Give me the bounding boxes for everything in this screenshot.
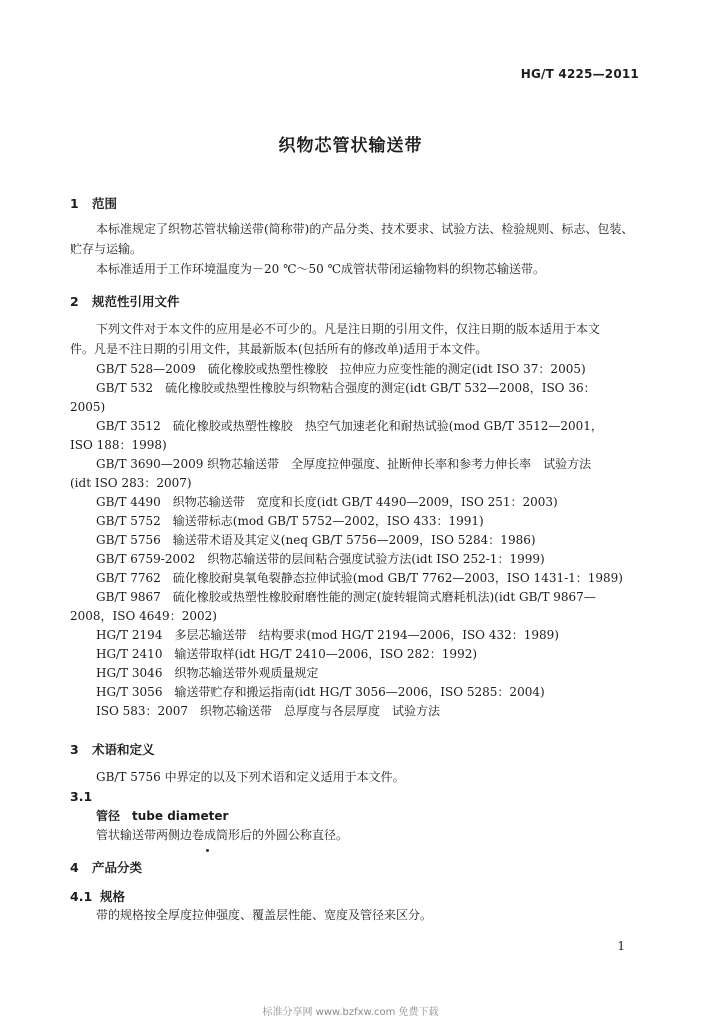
reference-item: GB/T 9867 硫化橡胶或热塑性橡胶耐磨性能的测定(旋转辊筒式磨耗机法)(idt GB/T 9867—: [96, 590, 596, 604]
section-number: 1: [70, 196, 79, 211]
section-1-heading: [70, 194, 117, 212]
reference-item: HG/T 2194 多层芯输送带 结构要求(mod HG/T 2194—2006，ISO 432：1989): [96, 628, 559, 642]
reference-item: GB/T 3512 硫化橡胶或热塑性橡胶 热空气加速老化和耐热试验(mod GB/T 3512—2001，: [96, 419, 603, 433]
paragraph-line: 带的规格按全厚度拉伸强度、覆盖层性能、宽度及管径来区分。: [96, 908, 433, 922]
paragraph-line: 本标准规定了织物芯管状输送带(简称带)的产品分类、技术要求、试验方法、检验规则、标志、包装、: [96, 222, 634, 236]
section-number: 4: [70, 860, 79, 875]
section-title: 术语和定义: [92, 742, 155, 757]
reference-item: GB/T 7762 硫化橡胶耐臭氧龟裂静态拉伸试验(mod GB/T 7762—2003，ISO 1431-1：1989): [96, 571, 623, 585]
section-title: 规范性引用文件: [92, 294, 180, 309]
reference-item: GB/T 3690—2009 织物芯输送带 全厚度拉伸强度、扯断伸长率和参考力伸长率 试验方法: [96, 457, 592, 471]
subsection-4-1-heading: [70, 887, 125, 905]
page-number: 1: [617, 939, 625, 953]
subsection-number: 3.1: [70, 789, 93, 804]
reference-item: HG/T 3046 织物芯输送带外观质量规定: [96, 666, 319, 680]
section-number: 2: [70, 294, 79, 309]
section-title: 产品分类: [92, 860, 143, 875]
standard-code: HG/T 4225—2011: [520, 67, 639, 81]
reference-item: HG/T 3056 输送带贮存和搬运指南(idt HG/T 3056—2006，ISO 5285：2004): [96, 685, 545, 699]
section-4-heading: [70, 858, 142, 876]
scan-speck: [206, 849, 209, 852]
subsection-number: 4.1: [70, 889, 93, 904]
reference-item: GB/T 4490 织物芯输送带 宽度和长度(idt GB/T 4490—2009，ISO 251：2003): [96, 495, 558, 509]
paragraph-line: 件。凡是不注日期的引用文件，其最新版本(包括所有的修改单)适用于本文件。: [70, 342, 488, 356]
section-number: 3: [70, 742, 79, 757]
reference-item: GB/T 5756 输送带术语及其定义(neq GB/T 5756—2009，ISO 5284：1986): [96, 533, 536, 547]
paragraph-line: 贮存与运输。: [70, 242, 143, 256]
reference-item-continuation: ISO 188：1998): [70, 438, 167, 452]
section-3-heading: [70, 740, 155, 758]
reference-item-continuation: 2005): [70, 400, 106, 414]
reference-item-continuation: 2008，ISO 4649：2002): [70, 609, 217, 623]
reference-item: GB/T 6759-2002 织物芯输送带的层间粘合强度试验方法(idt ISO 252-1：1999): [96, 552, 545, 566]
term-english: tube diameter: [132, 809, 229, 823]
document-title: 织物芯管状输送带: [278, 136, 423, 156]
footer-watermark: 标准分享网 www.bzfxw.com 免费下载: [262, 1007, 439, 1018]
term-definition: 管状输送带两侧边卷成筒形后的外圆公称直径。: [96, 828, 349, 842]
reference-item: GB/T 532 硫化橡胶或热塑性橡胶与织物粘合强度的测定(idt GB/T 532—2008，ISO 36：: [96, 381, 596, 395]
paragraph-line: 下列文件对于本文件的应用是必不可少的。凡是注日期的引用文件，仅注日期的版本适用于本文: [96, 322, 601, 336]
reference-item: GB/T 5752 输送带标志(mod GB/T 5752—2002，ISO 433：1991): [96, 514, 484, 528]
reference-item: HG/T 2410 输送带取样(idt HG/T 2410—2006，ISO 282：1992): [96, 647, 478, 661]
term-entry: [96, 809, 632, 824]
paragraph-line: 本标准适用于工作环境温度为－20 ℃～50 ℃成管状带闭运输物料的织物芯输送带。: [96, 262, 546, 276]
subsection-title: 规格: [100, 889, 126, 904]
reference-item: GB/T 528—2009 硫化橡胶或热塑性橡胶 拉伸应力应变性能的测定(idt ISO 37：2005): [96, 362, 586, 376]
term-chinese: 管径: [96, 809, 121, 823]
reference-item-continuation: (idt ISO 283：2007): [70, 476, 192, 490]
paragraph-line: GB/T 5756 中界定的以及下列术语和定义适用于本文件。: [96, 770, 405, 784]
section-title: 范围: [92, 196, 118, 211]
reference-item: ISO 583：2007 织物芯输送带 总厚度与各层厚度 试验方法: [96, 704, 441, 718]
section-2-heading: [70, 292, 180, 310]
